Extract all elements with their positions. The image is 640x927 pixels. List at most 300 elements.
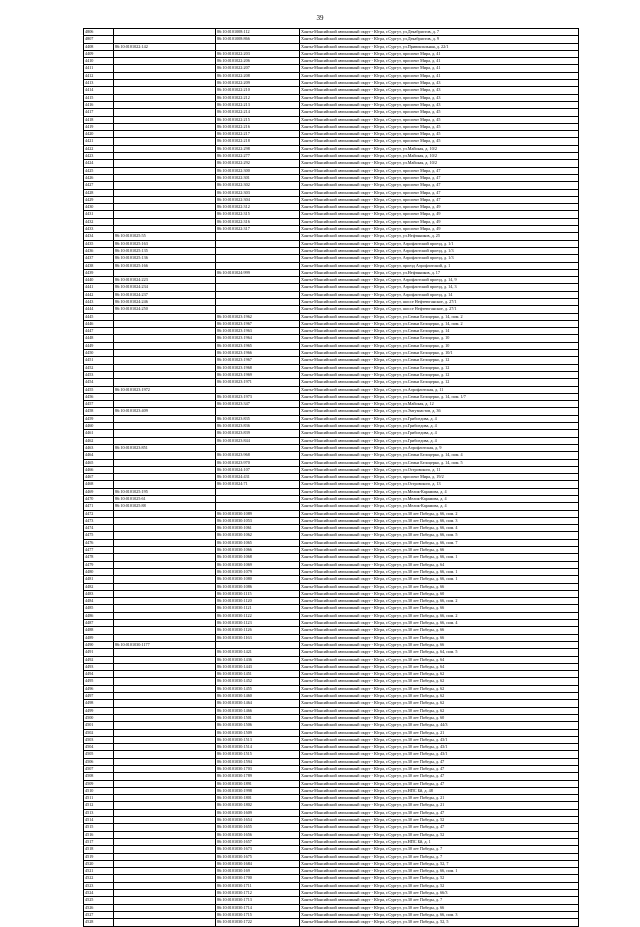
- object-cadastral-number-cell: 86:10:0101030:1715: [216, 911, 300, 918]
- object-cadastral-number-cell: 86:10:0101022:203: [216, 50, 300, 57]
- table-row: [84, 211, 579, 218]
- address-cell: Ханты-Мансийский автономный округ - Югра, г.Сургут, ул.Семьи Белоцерко, д. 10: [300, 342, 579, 349]
- object-cadastral-number-cell: 86:10:0101030:1421: [216, 649, 300, 656]
- object-cadastral-number-cell: 86:10:0101023:1966: [216, 350, 300, 357]
- address-cell: Ханты-Мансийский автономный округ - Югра, г.Сургут, ул.Декабристов, д. 9: [300, 36, 579, 43]
- cadastral-number-cell: 86:10:0101023:1972: [114, 386, 216, 393]
- row-number-cell: 4458: [84, 408, 114, 415]
- object-cadastral-number-cell: 86:10:0101030:1053: [216, 517, 300, 524]
- row-number-cell: 4429: [84, 196, 114, 203]
- table-row: [84, 634, 579, 641]
- address-cell: Ханты-Мансийский автономный округ - Югра, г.Сургут, ул.Нефтяников, д. 17: [300, 269, 579, 276]
- row-number-cell: 4461: [84, 430, 114, 437]
- address-cell: Ханты-Мансийский автономный округ - Югра, г.Сургут, ул.Привокзальная, д. 22/1: [300, 43, 579, 50]
- table-row: [84, 590, 579, 597]
- cadastral-number-cell: [114, 568, 216, 575]
- cadastral-number-cell: [114, 481, 216, 488]
- table-row: [84, 831, 579, 838]
- cadastral-number-cell: [114, 357, 216, 364]
- row-number-cell: 4511: [84, 795, 114, 802]
- cadastral-number-cell: [114, 510, 216, 517]
- row-number-cell: 4436: [84, 247, 114, 254]
- table-row: [84, 532, 579, 539]
- object-cadastral-number-cell: [216, 284, 300, 291]
- address-cell: Ханты-Мансийский автономный округ - Югра, г.Сургут, ул.30 лет Победы, д. 62: [300, 700, 579, 707]
- address-cell: Ханты-Мансийский автономный округ - Югра, г.Сургут, ул.Грибоедова, д. 4: [300, 430, 579, 437]
- object-cadastral-number-cell: [216, 641, 300, 648]
- address-cell: Ханты-Мансийский автономный округ - Югра, г.Сургут, ул.Декабристов, д. 7: [300, 29, 579, 36]
- cadastral-number-cell: [114, 605, 216, 612]
- row-number-cell: 4439: [84, 269, 114, 276]
- address-cell: Ханты-Мансийский автономный округ - Югра, г.Сургут, ул.30 лет Победы, д. 66/3: [300, 890, 579, 897]
- row-number-cell: 4506: [84, 758, 114, 765]
- address-cell: Ханты-Мансийский автономный округ - Югра, г.Сургут, проспект Мира, д. 41: [300, 72, 579, 79]
- cadastral-number-cell: [114, 342, 216, 349]
- object-cadastral-number-cell: 86:10:0101030:1436: [216, 656, 300, 663]
- row-number-cell: 4508: [84, 773, 114, 780]
- object-cadastral-number-cell: 86:10:0101008:866: [216, 36, 300, 43]
- object-cadastral-number-cell: 86:10:0101030:1452: [216, 678, 300, 685]
- cadastral-number-cell: [114, 379, 216, 386]
- row-number-cell: 4443: [84, 298, 114, 305]
- cadastral-number-cell: [114, 758, 216, 765]
- cadastral-number-cell: [114, 846, 216, 853]
- address-cell: Ханты-Мансийский автономный округ - Югра, г.Сургут, проспект Мира, д. 47: [300, 196, 579, 203]
- table-row: [84, 437, 579, 444]
- object-cadastral-number-cell: 86:10:0101022:214: [216, 109, 300, 116]
- table-row: [84, 780, 579, 787]
- cadastral-number-cell: [114, 554, 216, 561]
- address-cell: Ханты-Мансийский автономный округ - Югра, г.Сургут, проспект Мира, д. 45: [300, 131, 579, 138]
- cadastral-number-cell: [114, 401, 216, 408]
- address-cell: Ханты-Мансийский автономный округ - Югра, г.Сургут, ул.30 лет Победы, д. 66: [300, 605, 579, 612]
- address-cell: Ханты-Мансийский автономный округ - Югра, г.Сургут, ул.30 лет Победы, д. 66, пом. 5: [300, 532, 579, 539]
- object-cadastral-number-cell: 86:10:0101022:277: [216, 153, 300, 160]
- table-row: [84, 583, 579, 590]
- object-cadastral-number-cell: 86:10:0101030:1089: [216, 510, 300, 517]
- row-number-cell: 4415: [84, 94, 114, 101]
- object-cadastral-number-cell: 86:10:0101030:1713: [216, 897, 300, 904]
- cadastral-number-cell: 86:10:0101024:246: [114, 298, 216, 305]
- address-cell: Ханты-Мансийский автономный округ - Югра, г.Сургут, ул.Семьи Белоцерко, д. 14: [300, 328, 579, 335]
- cadastral-number-cell: [114, 875, 216, 882]
- object-cadastral-number-cell: 86:10:0101030:1069: [216, 561, 300, 568]
- address-cell: Ханты-Мансийский автономный округ - Югра, г.Сургут, ул.30 лет Победы, д. 60: [300, 714, 579, 721]
- table-row: [84, 474, 579, 481]
- address-cell: Ханты-Мансийский автономный округ - Югра, г.Сургут, ул.30 лет Победы, д. 47: [300, 773, 579, 780]
- object-cadastral-number-cell: 86:10:0101030:1714: [216, 904, 300, 911]
- cadastral-number-cell: [114, 94, 216, 101]
- address-cell: Ханты-Мансийский автономный округ - Югра, г.Сургут, проспект Мира, д. 43: [300, 87, 579, 94]
- cadastral-number-cell: [114, 707, 216, 714]
- object-cadastral-number-cell: 86:10:0101024:107: [216, 466, 300, 473]
- cadastral-number-cell: [114, 36, 216, 43]
- table-row: [84, 357, 579, 364]
- address-cell: Ханты-Мансийский автономный округ - Югра, г.Сургут, ул.30 лет Победы, д. 64: [300, 656, 579, 663]
- object-cadastral-number-cell: 86:10:0101030:1120: [216, 598, 300, 605]
- address-cell: Ханты-Мансийский автономный округ - Югра, г.Сургут, проспект Мира, д. 45: [300, 109, 579, 116]
- row-number-cell: 4807: [84, 36, 114, 43]
- address-cell: Ханты-Мансийский автономный округ - Югра, г.Сургут, ул.30 лет Победы, д. 52: [300, 817, 579, 824]
- address-cell: Ханты-Мансийский автономный округ - Югра, г.Сургут, ул.30 лет Победы, д. 21: [300, 729, 579, 736]
- cadastral-number-cell: [114, 860, 216, 867]
- address-cell: Ханты-Мансийский автономный округ - Югра, г.Сургут, Аэрофлотский проезд, д. 1/1: [300, 240, 579, 247]
- table-row: [84, 50, 579, 57]
- object-cadastral-number-cell: 86:10:0101030:1464: [216, 700, 300, 707]
- object-cadastral-number-cell: [216, 240, 300, 247]
- row-number-cell: 4474: [84, 525, 114, 532]
- table-row: [84, 116, 579, 123]
- object-cadastral-number-cell: 86:10:0101022:212: [216, 94, 300, 101]
- address-cell: Ханты-Мансийский автономный округ - Югра, г.Сургут, проезд Аэрофлотский, д. 1: [300, 262, 579, 269]
- row-number-cell: 4484: [84, 598, 114, 605]
- cadastral-number-cell: [114, 714, 216, 721]
- object-cadastral-number-cell: 86:10:0101023:835: [216, 415, 300, 422]
- row-number-cell: 4482: [84, 583, 114, 590]
- address-cell: Ханты-Мансийский автономный округ - Югра, г.Сургут, ул.30 лет Победы, д. 66: [300, 583, 579, 590]
- row-number-cell: 4465: [84, 459, 114, 466]
- address-cell: Ханты-Мансийский автономный округ - Югра, г.Сургут, ул.30 лет Победы, д. 66: [300, 634, 579, 641]
- table-row: [84, 627, 579, 634]
- address-cell: Ханты-Мансийский автономный округ - Югра, г.Сургут, ул.Семьи Белоцерко, д. 12: [300, 357, 579, 364]
- address-cell: Ханты-Мансийский автономный округ - Югра, г.Сургут, ул.Майская, д. 12: [300, 401, 579, 408]
- cadastral-number-cell: [114, 459, 216, 466]
- cadastral-number-cell: [114, 138, 216, 145]
- address-cell: Ханты-Мансийский автономный округ - Югра, г.Сургут, ул.30 лет Победы, д. 62: [300, 685, 579, 692]
- table-row: [84, 539, 579, 546]
- address-cell: Ханты-Мансийский автономный округ - Югра, г.Сургут, ул.30 лет Победы, д. 47: [300, 780, 579, 787]
- address-cell: Ханты-Мансийский автономный округ - Югра, г.Сургут, ул.Семьи Белоцерко, д. 14, пом. 2: [300, 320, 579, 327]
- cadastral-number-cell: [114, 532, 216, 539]
- cadastral-number-cell: 86:10:0101025:136: [114, 255, 216, 262]
- object-cadastral-number-cell: 86:10:0101030:1657: [216, 838, 300, 845]
- cadastral-number-cell: [114, 700, 216, 707]
- address-cell: Ханты-Мансийский автономный округ - Югра, г.Сургут, ул.Семьи Белоцерко, д. 12: [300, 371, 579, 378]
- cadastral-number-cell: [114, 58, 216, 65]
- address-cell: Ханты-Мансийский автономный округ - Югра, г.Сургут, проспект Мира, д. 47: [300, 182, 579, 189]
- table-row: [84, 488, 579, 495]
- address-cell: Ханты-Мансийский автономный округ - Югра, г.Сургут, ул.30 лет Победы, д. 66: [300, 627, 579, 634]
- object-cadastral-number-cell: 86:10:0101030:1451: [216, 671, 300, 678]
- cadastral-number-cell: [114, 838, 216, 845]
- row-number-cell: 4418: [84, 116, 114, 123]
- page-number: 39: [316, 14, 324, 22]
- table-row: [84, 218, 579, 225]
- object-cadastral-number-cell: 86:10:0101023:1967: [216, 320, 300, 327]
- object-cadastral-number-cell: 86:10:0101023:836: [216, 423, 300, 430]
- table-row: [84, 496, 579, 503]
- table-row: [84, 80, 579, 87]
- cadastral-number-cell: [114, 371, 216, 378]
- object-cadastral-number-cell: 86:10:0101030:1801: [216, 795, 300, 802]
- object-cadastral-number-cell: 86:10:0101022:298: [216, 145, 300, 152]
- address-cell: Ханты-Мансийский автономный округ - Югра, г.Сургут, проспект Мира, д. 43: [300, 80, 579, 87]
- cadastral-number-cell: [114, 744, 216, 751]
- row-number-cell: 4438: [84, 262, 114, 269]
- object-cadastral-number-cell: 86:10:0101030:1609: [216, 809, 300, 816]
- table-row: [84, 350, 579, 357]
- cadastral-number-cell: 86:10:0101024:237: [114, 291, 216, 298]
- table-row: [84, 240, 579, 247]
- row-number-cell: 4410: [84, 58, 114, 65]
- address-cell: Ханты-Мансийский автономный округ - Югра, г.Сургут, ул.30 лет Победы, д. 52: [300, 875, 579, 882]
- cadastral-number-cell: 86:10:0101025:55: [114, 233, 216, 240]
- cadastral-number-cell: [114, 751, 216, 758]
- row-number-cell: 4485: [84, 605, 114, 612]
- table-row: [84, 306, 579, 313]
- cadastral-number-cell: [114, 131, 216, 138]
- row-number-cell: 4501: [84, 722, 114, 729]
- table-row: [84, 525, 579, 532]
- address-cell: Ханты-Мансийский автономный округ - Югра, г.Сургут, ул.Мелик-Карамова, д. 4: [300, 496, 579, 503]
- row-number-cell: 4469: [84, 488, 114, 495]
- row-number-cell: 4483: [84, 590, 114, 597]
- table-row: [84, 320, 579, 327]
- cadastral-number-cell: [114, 87, 216, 94]
- object-cadastral-number-cell: 86:10:0101023:1969: [216, 371, 300, 378]
- cadastral-number-cell: [114, 685, 216, 692]
- row-number-cell: 4468: [84, 481, 114, 488]
- cadastral-number-cell: [114, 576, 216, 583]
- cadastral-number-cell: [114, 29, 216, 36]
- row-number-cell: 4514: [84, 817, 114, 824]
- object-cadastral-number-cell: 86:10:0101030:1501: [216, 714, 300, 721]
- table-row: [84, 364, 579, 371]
- cadastral-number-cell: [114, 364, 216, 371]
- object-cadastral-number-cell: [216, 306, 300, 313]
- object-cadastral-number-cell: 86:10:0101022:206: [216, 58, 300, 65]
- row-number-cell: 4421: [84, 138, 114, 145]
- cadastral-number-cell: [114, 671, 216, 678]
- table-row: [84, 94, 579, 101]
- address-cell: Ханты-Мансийский автономный округ - Югра, г.Сургут, Аэрофлотский проезд, д. 14, 3: [300, 284, 579, 291]
- cadastral-number-cell: 86:10:0101025:88: [114, 503, 216, 510]
- table-row: [84, 313, 579, 320]
- row-number-cell: 4470: [84, 496, 114, 503]
- cadastral-number-cell: [114, 211, 216, 218]
- object-cadastral-number-cell: 86:10:0101030:1122: [216, 612, 300, 619]
- row-number-cell: 4441: [84, 284, 114, 291]
- object-cadastral-number-cell: 86:10:0101030:1515: [216, 751, 300, 758]
- table-row: [84, 160, 579, 167]
- address-cell: Ханты-Мансийский автономный округ - Югра, г.Сургут, ул.30 лет Победы, д. 66, пом. 3: [300, 911, 579, 918]
- address-cell: Ханты-Мансийский автономный округ - Югра, г.Сургут, Аэрофлотский проезд, д. 1/3: [300, 255, 579, 262]
- object-cadastral-number-cell: [216, 233, 300, 240]
- cadastral-number-cell: 86:10:0101025:61: [114, 496, 216, 503]
- cadastral-number-cell: 86:10:0101022:142: [114, 43, 216, 50]
- address-cell: Ханты-Мансийский автономный округ - Югра, г.Сургут, проспект Мира, д. 47: [300, 174, 579, 181]
- cadastral-number-cell: [114, 590, 216, 597]
- table-row: [84, 379, 579, 386]
- address-cell: Ханты-Мансийский автономный округ - Югра, г.Сургут, ул.30 лет Победы, д. 47: [300, 809, 579, 816]
- row-number-cell: 4492: [84, 656, 114, 663]
- row-number-cell: 4432: [84, 218, 114, 225]
- address-cell: Ханты-Мансийский автономный округ - Югра, г.Сургут, ул.30 лет Победы, д. 66, пом. 3: [300, 517, 579, 524]
- address-cell: Ханты-Мансийский автономный округ - Югра, г.Сургут, ул.30 лет Победы, д. 64, пом. 5: [300, 649, 579, 656]
- address-cell: Ханты-Мансийский автономный округ - Югра, г.Сургут, проспект Мира, д. 43: [300, 94, 579, 101]
- cadastral-number-cell: [114, 678, 216, 685]
- table-row: [84, 751, 579, 758]
- cadastral-number-cell: [114, 466, 216, 473]
- address-cell: Ханты-Мансийский автономный округ - Югра, г.Сургут, проспект Мира, д. 41: [300, 58, 579, 65]
- table-row: [84, 36, 579, 43]
- table-row: [84, 722, 579, 729]
- row-number-cell: 4409: [84, 50, 114, 57]
- table-row: [84, 503, 579, 510]
- row-number-cell: 4515: [84, 824, 114, 831]
- address-cell: Ханты-Мансийский автономный округ - Югра, г.Сургут, ул.30 лет Победы, д. 47: [300, 758, 579, 765]
- row-number-cell: 4434: [84, 233, 114, 240]
- object-cadastral-number-cell: 86:10:0101023:1973: [216, 393, 300, 400]
- object-cadastral-number-cell: [216, 277, 300, 284]
- address-cell: Ханты-Мансийский автономный округ - Югра, г.Сургут, ул.30 лет Победы, д. 66, пом. 7: [300, 539, 579, 546]
- table-row: [84, 824, 579, 831]
- address-cell: Ханты-Мансийский автономный округ - Югра, г.Сургут, ул.30 лет Победы, д. 62: [300, 678, 579, 685]
- table-row: [84, 342, 579, 349]
- table-row: [84, 641, 579, 648]
- object-cadastral-number-cell: 86:10:0101030:1115: [216, 590, 300, 597]
- address-cell: Ханты-Мансийский автономный округ - Югра, г.Сургут, ул.30 лет Победы, д. 7: [300, 853, 579, 860]
- table-row: [84, 736, 579, 743]
- address-cell: Ханты-Мансийский автономный округ - Югра, г.Сургут, проспект Мира, д. 49: [300, 204, 579, 211]
- table-row: [84, 335, 579, 342]
- object-cadastral-number-cell: 86:10:0101022:302: [216, 182, 300, 189]
- address-cell: Ханты-Мансийский автономный округ - Югра, г.Сургут, ул.30 лет Победы, д. 66, пом. 4: [300, 620, 579, 627]
- object-cadastral-number-cell: 86:10:0101030:169: [216, 868, 300, 875]
- table-row: [84, 758, 579, 765]
- table-row: [84, 904, 579, 911]
- object-cadastral-number-cell: 86:10:0101023:844: [216, 437, 300, 444]
- address-cell: Ханты-Мансийский автономный округ - Югра, г.Сургут, ул.30 лет Победы, д. 43/1: [300, 744, 579, 751]
- address-cell: Ханты-Мансийский автономный округ - Югра, г.Сургут, ул.30 лет Победы, д. 64: [300, 561, 579, 568]
- cadastral-number-cell: [114, 831, 216, 838]
- table-row: [84, 174, 579, 181]
- table-row: [84, 87, 579, 94]
- address-cell: Ханты-Мансийский автономный округ - Югра, г.Сургут, ул.30 лет Победы, д. 62: [300, 693, 579, 700]
- row-number-cell: 4424: [84, 160, 114, 167]
- row-number-cell: 4490: [84, 641, 114, 648]
- cadastral-number-cell: [114, 656, 216, 663]
- object-cadastral-number-cell: 86:10:0101030:1654: [216, 817, 300, 824]
- cadastral-number-cell: 86:10:0101024:234: [114, 284, 216, 291]
- address-cell: Ханты-Мансийский автономный округ - Югра, г.Сургут, ул.30 лет Победы, д. 21: [300, 802, 579, 809]
- table-row: [84, 371, 579, 378]
- table-row: [84, 408, 579, 415]
- row-number-cell: 4420: [84, 131, 114, 138]
- table-row: [84, 671, 579, 678]
- address-cell: Ханты-Мансийский автономный округ - Югра, г.Сургут, шоссе Нефтеюганское, д. 27/1: [300, 306, 579, 313]
- cadastral-number-cell: [114, 109, 216, 116]
- row-number-cell: 4509: [84, 780, 114, 787]
- address-cell: Ханты-Мансийский автономный округ - Югра, г.Сургут, проспект Мира, д. 43: [300, 101, 579, 108]
- address-cell: Ханты-Мансийский автономный округ - Югра, г.Сургут, ул.30 лет Победы, д. 47: [300, 824, 579, 831]
- cadastral-number-cell: [114, 218, 216, 225]
- address-cell: Ханты-Мансийский автономный округ - Югра, г.Сургут, ул.30 лет Победы, д. 66: [300, 641, 579, 648]
- table-row: [84, 707, 579, 714]
- address-cell: Ханты-Мансийский автономный округ - Югра, г.Сургут, ул.30 лет Победы, д. 66, пом. 1: [300, 868, 579, 875]
- row-number-cell: 4445: [84, 313, 114, 320]
- table-row: [84, 189, 579, 196]
- address-cell: Ханты-Мансийский автономный округ - Югра, г.Сургут, проспект Мира, д. 45: [300, 138, 579, 145]
- cadastral-number-cell: [114, 72, 216, 79]
- row-number-cell: 4423: [84, 153, 114, 160]
- address-cell: Ханты-Мансийский автономный округ - Югра, г.Сургут, ул.30 лет Победы, д. 52: [300, 831, 579, 838]
- object-cadastral-number-cell: [216, 247, 300, 254]
- cadastral-number-cell: [114, 196, 216, 203]
- row-number-cell: 4480: [84, 568, 114, 575]
- table-row: [84, 554, 579, 561]
- cadastral-number-cell: [114, 153, 216, 160]
- row-number-cell: 4450: [84, 350, 114, 357]
- object-cadastral-number-cell: 86:10:0101030:1123: [216, 620, 300, 627]
- cadastral-number-cell: [114, 693, 216, 700]
- address-cell: Ханты-Мансийский автономный округ - Югра, г.Сургут, ул.30 лет Победы, д. 52, 5: [300, 919, 579, 926]
- table-row: [84, 423, 579, 430]
- cadastral-number-cell: [114, 897, 216, 904]
- cadastral-number-cell: [114, 649, 216, 656]
- row-number-cell: 4493: [84, 663, 114, 670]
- address-cell: Ханты-Мансийский автономный округ - Югра, г.Сургут, ул.Семьи Белоцерко, д. 14, пом. 4: [300, 452, 579, 459]
- table-row: [84, 415, 579, 422]
- object-cadastral-number-cell: 86:10:0101022:303: [216, 189, 300, 196]
- table-row: [84, 196, 579, 203]
- object-cadastral-number-cell: [216, 408, 300, 415]
- table-row: [84, 153, 579, 160]
- row-number-cell: 4408: [84, 43, 114, 50]
- row-number-cell: 4507: [84, 765, 114, 772]
- cadastral-number-cell: [114, 189, 216, 196]
- cadastral-number-cell: 86:10:0101024:223: [114, 277, 216, 284]
- address-cell: Ханты-Мансийский автономный округ - Югра, г.Сургут, проспект Мира, д. 45: [300, 116, 579, 123]
- row-number-cell: 4453: [84, 371, 114, 378]
- cadastral-number-cell: [114, 452, 216, 459]
- row-number-cell: 4447: [84, 328, 114, 335]
- table-row: [84, 882, 579, 889]
- object-cadastral-number-cell: 86:10:0101030:1655: [216, 824, 300, 831]
- table-row: [84, 561, 579, 568]
- row-number-cell: 4500: [84, 714, 114, 721]
- object-cadastral-number-cell: 86:10:0101030:1514: [216, 744, 300, 751]
- object-cadastral-number-cell: 86:10:0101022:292: [216, 160, 300, 167]
- address-cell: Ханты-Мансийский автономный округ - Югра, г.Сургут, ул.30 лет Победы, д. 66, пом. 2: [300, 612, 579, 619]
- table-row: [84, 233, 579, 240]
- cadastral-number-cell: [114, 415, 216, 422]
- cadastral-number-cell: [114, 765, 216, 772]
- object-cadastral-number-cell: 86:10:0101030:1594: [216, 758, 300, 765]
- address-cell: Ханты-Мансийский автономный округ - Югра, г.Сургут, ул.30 лет Победы, д. 66: [300, 547, 579, 554]
- cadastral-number-cell: [114, 795, 216, 802]
- row-number-cell: 4449: [84, 342, 114, 349]
- table-row: [84, 109, 579, 116]
- cadastral-number-cell: [114, 269, 216, 276]
- row-number-cell: 4489: [84, 634, 114, 641]
- address-cell: Ханты-Мансийский автономный округ - Югра, г.Сургут, проспект Мира, д. 45: [300, 123, 579, 130]
- object-cadastral-number-cell: 86:10:0101022:210: [216, 87, 300, 94]
- table-row: [84, 101, 579, 108]
- address-cell: Ханты-Мансийский автономный округ - Югра, г.Сургут, проспект Мира, д. 47: [300, 189, 579, 196]
- cadastral-number-cell: [114, 437, 216, 444]
- row-number-cell: 4452: [84, 364, 114, 371]
- object-cadastral-number-cell: 86:10:0101030:1684: [216, 860, 300, 867]
- object-cadastral-number-cell: 86:10:0101023:970: [216, 459, 300, 466]
- cadastral-number-cell: [114, 204, 216, 211]
- table-row: [84, 744, 579, 751]
- address-cell: Ханты-Мансийский автономный округ - Югра, г.Сургут, проспект Мира, д. 49: [300, 218, 579, 225]
- table-row: [84, 700, 579, 707]
- cadastral-number-cell: [114, 729, 216, 736]
- address-cell: Ханты-Мансийский автономный округ - Югра, г.Сургут, проспект Мира, д. 49: [300, 226, 579, 233]
- address-cell: Ханты-Мансийский автономный округ - Югра, г.Сургут, ул.Островского, д. 11: [300, 466, 579, 473]
